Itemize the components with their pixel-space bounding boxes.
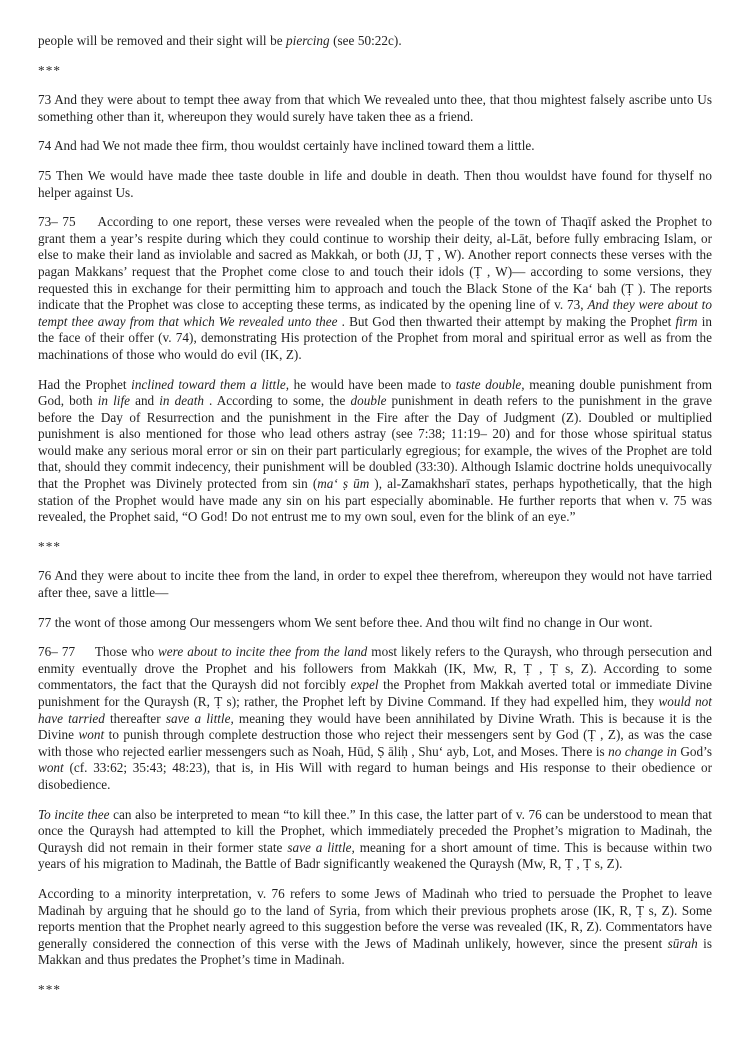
plain-text: in the face of their offer (v. 74), demonstrating His protection of the Prophet from moral and spiritual error as well as from the machinations of those who would do evil (IK, Z). [38, 313, 712, 362]
section-separator: *** [38, 62, 62, 78]
plain-text: thereafter [104, 710, 166, 726]
commentary-paragraph [38, 644, 712, 793]
emphasis-text: And they were about to tempt thee away from that which We revealed unto thee [38, 297, 712, 329]
emphasis-text: To incite thee [38, 806, 110, 822]
commentary-paragraph [38, 214, 712, 363]
emphasis-text: taste double, [455, 376, 525, 392]
plain-text: . According to some, the [204, 393, 351, 409]
indent-space [76, 214, 98, 229]
plain-text: is Makkan and thus predates the Prophet’s time in Madinah. [38, 935, 713, 968]
plain-text: punishment in death refers to the punishment in the grave before the Day of Resurrection and the punishment in the Fire after the Day of Judgment (Z). Doubled or multiplied punishment is also mentioned for those who lead others astray (see 7:38; 11:19– 20) and for those whose spiritual status would make any serious moral error or sin on their part particularly egregious; for example, the wives of the Prophet are told that, should they commit indecency, their punishment will be doubled (33:30). Although Islamic doctrine holds unequivocally that the Prophet was Divinely protected from sin ( [38, 393, 712, 492]
emphasis-text: inclined toward them a little, [131, 376, 290, 392]
emphasis-text: double [350, 393, 387, 409]
emphasis-text: ma‘ ṣ ūm [317, 476, 370, 492]
emphasis-text: piercing [286, 33, 330, 48]
page-content [38, 33, 712, 999]
plain-text: meaning they would have been annihilated by Divine Wrath. This is because it is the Divine [38, 710, 712, 743]
plain-text: meaning for a short amount of time. This is because within two years of his migration to Madinah, the Battle of Badr significantly weakened the Quraysh (Mw, R, Ṭ , Ṭ s, Z). [38, 839, 712, 872]
emphasis-text: would not have tarried [38, 694, 712, 726]
plain-text: . But God then thwarted their attempt by making the Prophet [337, 313, 676, 329]
emphasis-text: save a little, [287, 839, 355, 855]
verse-paragraph [38, 615, 712, 632]
plain-text: he would have been made to [289, 376, 456, 392]
emphasis-text: no change in [608, 743, 677, 759]
emphasis-text: in life [97, 393, 131, 409]
section-separator: *** [38, 981, 62, 997]
body-paragraph [38, 33, 712, 50]
plain-text: ), al-Zamakhsharī states, perhaps hypothetically, that the high station of the Prophet would have made any sin on his part especially abominable. He further reports that when v. 75 was revealed, the Prophet said, “O God! Do not entrust me to my own soul, even for the blink of an eye.” [38, 476, 713, 525]
verse-paragraph [38, 168, 712, 201]
plain-text: God’s [676, 743, 712, 759]
plain-text: 73 And they were about to tempt thee away from that which We revealed unto thee, that thou mightest falsely ascribe unto Us something other than it, whereupon they would surely have taken thee as a friend. [38, 92, 712, 124]
plain-text: the Prophet from Makkah averted total or immediate Divine punishment for the Quraysh (R, Ṭ s); rather, the Prophet left by Divine Command. If they had expelled him, they [38, 677, 712, 709]
indent-space [75, 644, 95, 659]
plain-text: Had the Prophet [38, 376, 132, 392]
plain-text: to punish through complete destruction those who reject their messengers sent by God (Ṭ , Z), as was the case with those who rejected earlier messengers such as Noah, Hūd, Ṣ āliḥ , Shu‘ ayb, Lot, and Moses. There is [38, 727, 713, 759]
verse-paragraph [38, 568, 712, 601]
emphasis-text: wont [78, 727, 105, 743]
verse-paragraph [38, 92, 712, 125]
plain-text: 76– 77 [38, 644, 76, 660]
plain-text: Those who [94, 644, 158, 660]
emphasis-text: sūrah [667, 935, 698, 951]
commentary-paragraph [38, 807, 712, 873]
commentary-paragraph [38, 886, 712, 969]
plain-text: (see 50:22c). [329, 33, 402, 48]
plain-text: 76 And they were about to incite thee from the land, in order to expel thee therefrom, whereupon they would not have tarried after thee, save a little— [38, 568, 712, 601]
plain-text: 73– 75 [38, 214, 76, 230]
section-separator: *** [38, 538, 62, 554]
plain-text: meaning double punishment from God, both [38, 376, 712, 409]
plain-text: According to one report, these verses were revealed when the people of the town of Thaqīf asked the Prophet to grant them a year’s respite during which they could continue to worship their deity, al-Lāt, before fully embracing Islam, or else to make their land as inviolable and sacred as Makkah, or both (JJ, Ṭ , W). Another report connects these verses with the pagan Makkans’ request that the Prophet come close to and touch their idols (Ṭ , W)— according to some versions, they requested this in exchange for their permitting him to approach and touch the Black Stone of the Ka‘ bah (Ṭ ). The reports indicate that the Prophet was close to accepting these terms, as indicated by the opening line of v. 73, [38, 214, 712, 313]
emphasis-text: firm [675, 313, 698, 329]
plain-text: can also be interpreted to mean “to kill thee.” In this case, the latter part of v. 76 can be understood to mean that once the Quraysh had attempted to kill the Prophet, which immediately preceded the Prophet’s migration to Madinah, the Quraysh did not remain in their former state [38, 806, 712, 855]
plain-text: 75 Then We would have made thee taste double in life and double in death. Then thou wouldst have found for thyself no helper against Us. [38, 167, 712, 200]
emphasis-text: were about to incite thee from the land [157, 644, 368, 660]
plain-text: people will be removed and their sight will be [38, 33, 287, 48]
plain-text: 74 And had We not made thee firm, thou wouldst certainly have inclined toward them a little. [38, 138, 535, 154]
plain-text: (cf. 33:62; 35:43; 48:23), that is, in His Will with regard to human beings and His response to their obedience or disobedience. [38, 760, 712, 792]
emphasis-text: expel [350, 677, 379, 693]
verse-paragraph [38, 138, 712, 155]
commentary-paragraph [38, 377, 712, 526]
plain-text: 77 the wont of those among Our messengers whom We sent before thee. And thou wilt find no change in Our wont. [38, 614, 653, 630]
emphasis-text: save a little, [165, 710, 234, 726]
plain-text: and [130, 393, 160, 409]
emphasis-text: in death [159, 393, 204, 409]
emphasis-text: wont [38, 760, 64, 776]
plain-text: most likely refers to the Quraysh, who through persecution and enmity eventually drove the Prophet and his followers from Makkah (IK, Mw, R, Ṭ , Ṭ s, Z). According to some commentators, the fact that the Quraysh did not forcibly [38, 644, 712, 693]
plain-text: According to a minority interpretation, v. 76 refers to some Jews of Madinah who tried to persuade the Prophet to leave Madinah by arguing that he should go to the land of Syria, from which their previous prophets arose (IK, R, Ṭ s, Z). Some reports mention that the Prophet nearly agreed to this suggestion before the verse was revealed (IK, R, Z). Commentators have generally considered the connection of this verse with the Jews of Madinah unlikely, however, since the present [38, 885, 712, 951]
